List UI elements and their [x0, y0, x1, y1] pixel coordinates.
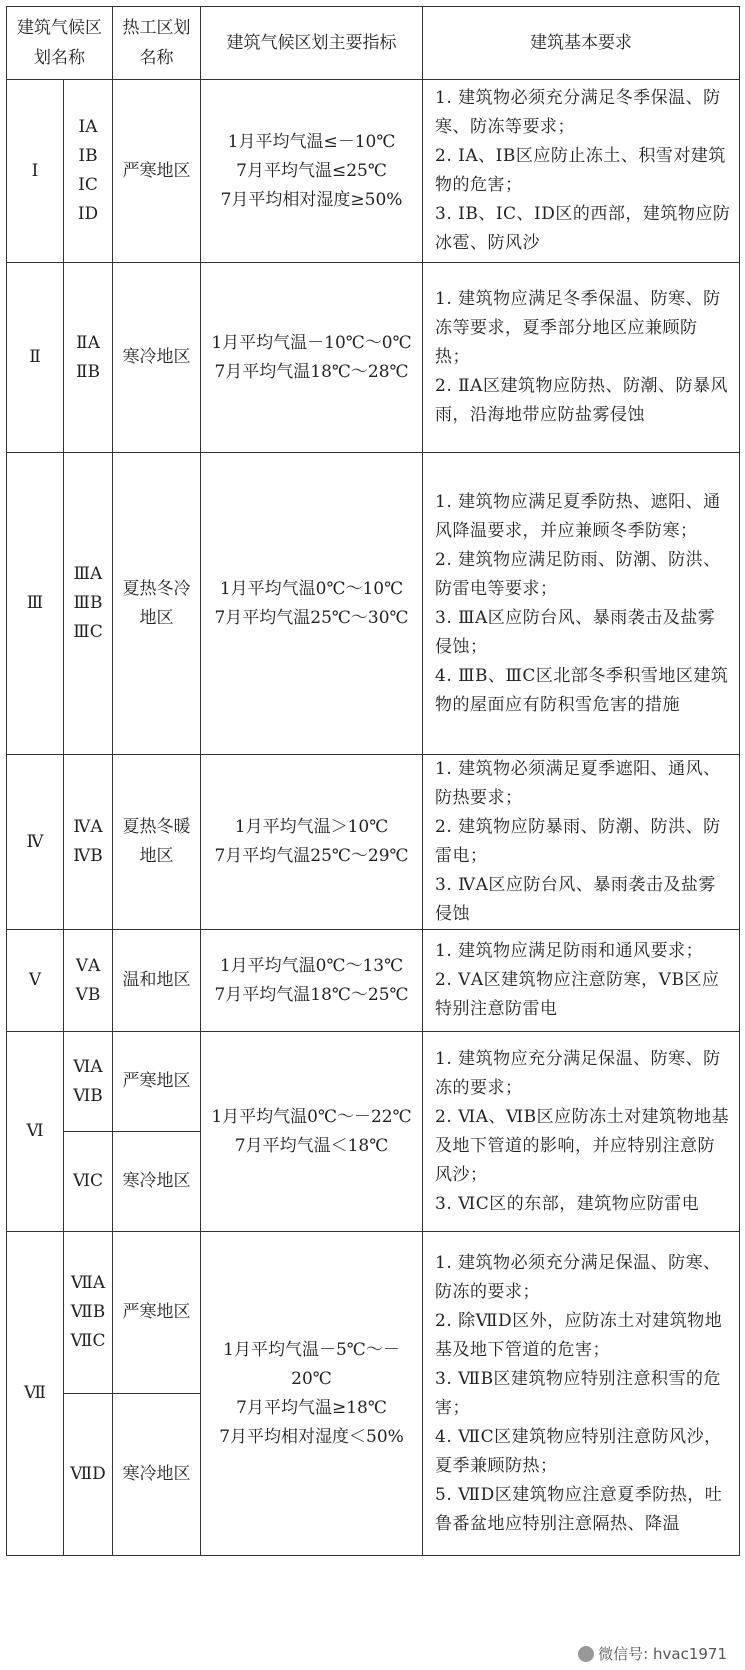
- zone-cell: Ⅰ: [7, 80, 64, 263]
- requirement-item: 5. ⅦD区建筑物应注意夏季防热，吐鲁番盆地应特别注意隔热、降温: [435, 1484, 723, 1534]
- indicator-line: 7月平均相对湿度≥50%: [220, 189, 403, 210]
- indicator-line: 1月平均气温－10℃～0℃: [211, 332, 412, 353]
- requirement-item: 1. 建筑物应满足防雨和通风要求；: [435, 941, 704, 961]
- table-header-row: [7, 7, 740, 80]
- requirements-cell: [423, 453, 740, 755]
- indicator-line: 1月平均气温0℃～10℃: [219, 578, 404, 599]
- requirement-item: 1. 建筑物必须充分满足保温、防寒、防冻的要求；: [435, 1252, 721, 1302]
- zone-cell: Ⅱ: [7, 263, 64, 453]
- table-row: [7, 1232, 740, 1394]
- requirement-item: 3. ⅢA区应防台风、暴雨袭击及盐雾侵蚀；: [435, 607, 716, 657]
- subzone-label: ⅠD: [77, 204, 99, 224]
- indicators-cell: [201, 453, 423, 755]
- thermal-zone-cell: 温和地区: [113, 930, 201, 1032]
- subzone-label: ⅦA: [70, 1273, 106, 1293]
- table-row: [7, 453, 740, 755]
- indicators-cell: [201, 1032, 423, 1232]
- table-row: [7, 930, 740, 1032]
- table-row: [7, 1032, 740, 1132]
- thermal-zone-cell: 严寒地区: [113, 80, 201, 263]
- requirement-item: 3. ⅣA区应防台风、暴雨袭击及盐雾侵蚀: [435, 875, 716, 924]
- subzone-label: ⅢA: [73, 564, 103, 584]
- watermark: [574, 1641, 731, 1666]
- subzone-label: ⅠC: [78, 175, 98, 195]
- subzone-cell: [64, 930, 113, 1032]
- watermark-text: 微信号: hvac1971: [598, 1645, 727, 1663]
- indicator-line: 1月平均气温0℃～13℃: [219, 955, 404, 976]
- requirements-cell: [423, 263, 740, 453]
- zone-cell: Ⅵ: [7, 1032, 64, 1232]
- thermal-zone-cell: 寒冷地区: [113, 1132, 201, 1232]
- subzone-label: ⅦC: [70, 1331, 106, 1351]
- requirement-item: 2. ⅠA、ⅠB区应防止冻土、积雪对建筑物的危害；: [435, 146, 726, 195]
- subzone-label: ⅥC: [72, 1171, 104, 1191]
- thermal-zone-cell: 寒冷地区: [113, 1394, 201, 1556]
- indicator-line: 1月平均气温＞10℃: [234, 817, 389, 837]
- subzone-cell: [64, 1394, 113, 1556]
- indicator-line: 1月平均气温≤－10℃: [227, 131, 396, 152]
- subzone-label: ⅢC: [73, 622, 103, 642]
- requirement-item: 2. 建筑物应防暴雨、防潮、防洪、防雷电；: [435, 817, 721, 866]
- subzone-label: ⅣA: [73, 817, 103, 837]
- subzone-label: ⅤB: [75, 984, 101, 1005]
- subzone-label: ⅦD: [70, 1464, 106, 1484]
- indicator-line: 7月平均气温≥18℃: [236, 1397, 387, 1418]
- requirement-item: 1. 建筑物应满足夏季防热、遮阳、通风降温要求，并应兼顾冬季防寒；: [435, 491, 721, 541]
- indicators-cell: [201, 930, 423, 1032]
- requirement-item: 1. 建筑物必须充分满足冬季保温、防寒、防冻等要求；: [435, 88, 721, 137]
- subzone-label: ⅠB: [78, 146, 98, 166]
- requirement-item: 2. ⅥA、ⅥB区应防冻土对建筑物地基及地下管道的影响，并应特别注意防风沙；: [435, 1106, 730, 1185]
- thermal-zone-cell: 严寒地区: [113, 1232, 201, 1394]
- header-requirements: 建筑基本要求: [423, 7, 740, 80]
- subzone-cell: [64, 80, 113, 263]
- indicator-line: 1月平均气温－5℃～－20℃: [223, 1339, 400, 1389]
- subzone-cell: [64, 1032, 113, 1132]
- thermal-zone-cell: 夏热冬冷地区: [113, 453, 201, 755]
- requirements-cell: [423, 1032, 740, 1232]
- wechat-icon: [578, 1646, 594, 1662]
- indicator-line: 7月平均气温≤25℃: [236, 160, 387, 181]
- indicator-line: 7月平均气温25℃～30℃: [214, 607, 409, 628]
- subzone-cell: [64, 1232, 113, 1394]
- requirements-cell: [423, 930, 740, 1032]
- requirements-cell: [423, 80, 740, 263]
- subzone-label: ⅥA: [73, 1056, 103, 1077]
- subzone-cell: [64, 453, 113, 755]
- requirement-item: 4. ⅢB、ⅢC区北部冬季积雪地区建筑物的屋面应有防积雪危害的措施: [435, 665, 729, 715]
- subzone-label: ⅠA: [78, 117, 98, 137]
- subzone-label: ⅢB: [73, 593, 103, 613]
- table-row: [7, 80, 740, 263]
- requirement-item: 3. ⅠB、ⅠC、ⅠD区的西部，建筑物应防冰雹、防风沙: [435, 204, 731, 253]
- indicators-cell: [201, 80, 423, 263]
- indicator-line: 7月平均气温18℃～28℃: [214, 361, 409, 382]
- indicator-line: 7月平均气温25℃～29℃: [214, 846, 409, 866]
- subzone-label: ⅦB: [70, 1302, 106, 1322]
- thermal-zone-cell: 夏热冬暖地区: [113, 755, 201, 930]
- indicator-line: 7月平均气温18℃～25℃: [214, 984, 409, 1005]
- header-indicators: 建筑气候区划主要指标: [201, 7, 423, 80]
- requirement-item: 2. 除ⅦD区外，应防冻土对建筑物地基及地下管道的危害；: [435, 1310, 723, 1360]
- subzone-label: ⅡA: [76, 332, 100, 353]
- subzone-label: ⅡB: [75, 361, 101, 382]
- indicator-line: 7月平均气温＜18℃: [234, 1135, 389, 1156]
- requirements-cell: [423, 755, 740, 930]
- requirement-item: 2. ⅡA区建筑物应防热、防潮、防暴风雨，沿海地带应防盐雾侵蚀: [435, 376, 728, 425]
- table-row: [7, 263, 740, 453]
- thermal-zone-cell: 寒冷地区: [113, 263, 201, 453]
- requirement-item: 2. 建筑物应满足防雨、防潮、防洪、防雷电等要求；: [435, 549, 721, 599]
- indicators-cell: [201, 1232, 423, 1556]
- subzone-label: ⅤA: [75, 955, 101, 976]
- zone-cell: Ⅳ: [7, 755, 64, 930]
- requirement-item: 1. 建筑物应充分满足保温、防寒、防冻的要求；: [435, 1048, 721, 1098]
- subzone-cell: [64, 755, 113, 930]
- header-thermal-zone: 热工区划名称: [113, 7, 201, 80]
- subzone-cell: [64, 1132, 113, 1232]
- subzone-label: ⅣB: [73, 846, 103, 866]
- zone-cell: Ⅶ: [7, 1232, 64, 1556]
- requirements-cell: [423, 1232, 740, 1556]
- requirement-item: 1. 建筑物应满足冬季保温、防寒、防冻等要求，夏季部分地区应兼顾防热；: [435, 289, 721, 367]
- zone-cell: Ⅴ: [7, 930, 64, 1032]
- zone-cell: Ⅲ: [7, 453, 64, 755]
- subzone-cell: [64, 263, 113, 453]
- indicator-line: 1月平均气温0℃～－22℃: [211, 1106, 412, 1127]
- table-row: [7, 755, 740, 930]
- requirement-item: 1. 建筑物必须满足夏季遮阳、通风、防热要求；: [435, 759, 721, 808]
- header-climate-zone: 建筑气候区划名称: [7, 7, 113, 80]
- requirement-item: 3. ⅥC区的东部，建筑物应防雷电: [435, 1193, 700, 1214]
- requirement-item: 2. ⅤA区建筑物应注意防寒，ⅤB区应特别注意防雷电: [435, 970, 720, 1019]
- requirement-item: 4. ⅦC区建筑物应特别注意防风沙，夏季兼顾防热；: [435, 1426, 722, 1476]
- indicator-line: 7月平均相对湿度＜50%: [219, 1426, 404, 1447]
- indicators-cell: [201, 263, 423, 453]
- requirement-item: 3. ⅦB区建筑物应特别注意积雪的危害；: [435, 1368, 722, 1418]
- subzone-label: ⅥB: [73, 1085, 103, 1106]
- indicators-cell: [201, 755, 423, 930]
- thermal-zone-cell: 严寒地区: [113, 1032, 201, 1132]
- climate-zone-table: [6, 6, 740, 1556]
